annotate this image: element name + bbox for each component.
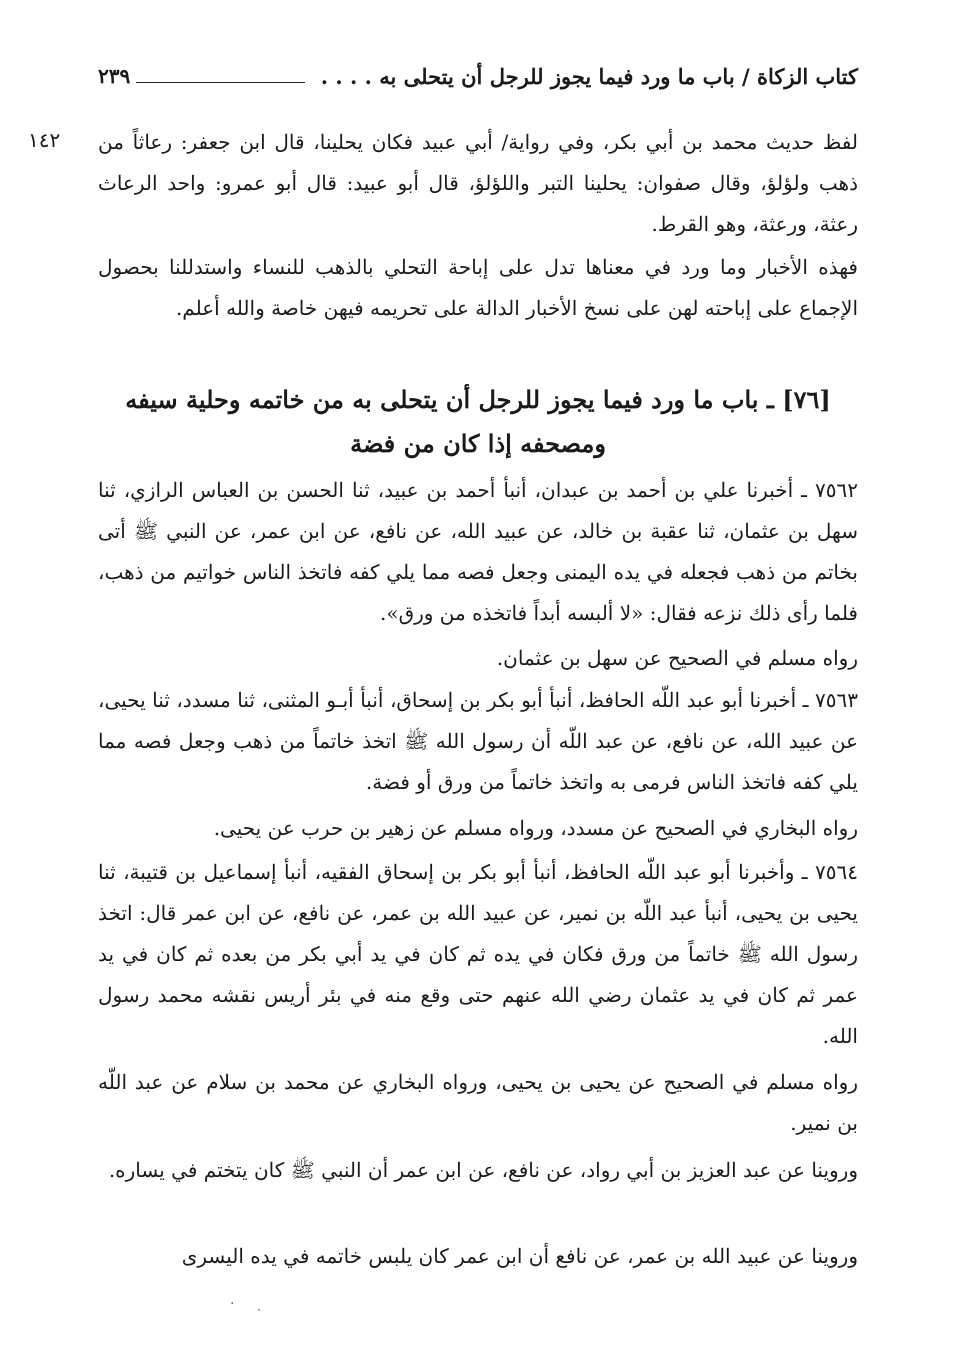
paragraph-hadith-wording: لفظ حديث محمد بن أبي بكر، وفي رواية/ أبي عبيد فكان يحلينا، قال ابن جعفر: رعاثاً من ذهب ولؤلؤ، وقال صفوان: يحلينا التبر واللؤلؤ، قال أبو عبيد: قال أبو عمرو: واحد الرعاث رعثة، ورعثة، وهو القرط. [98,130,858,236]
page-number: ٢٣٩ [98,64,131,88]
original-page-marker: ١٤٢ [28,128,61,152]
paragraph-ruling: فهذه الأخبار وما ورد في معناها تدل على إباحة التحلي بالذهب للنساء واستدللنا بحصول الإجماع على إباحته لهن على نسخ الأخبار الدالة على تحريمه فيهن خاصة والله أعلم. [98,255,858,320]
hadith-7563: ٧٥٦٣ ـ أخبرنا أبو عبد اللّه الحافظ، أنبأ أبو بكر بن إسحاق، أنبأ أبـو المثنى، ثنا مسدد، ثنا يحيى، عن عبيد الله، عن نافع، عن عبد اللّه أن رسول الله ﷺ اتخذ خاتماً من ذهب وجعل فصه مما يلي كفه فاتخذ الناس فرمى به واتخذ خاتماً من ورق أو فضة. [98,688,858,794]
hadith-7562: ٧٥٦٢ ـ أخبرنا علي بن أحمد بن عبدان، أنبأ أحمد بن عبيد، ثنا الحسن بن العباس الرازي، ثنا سهل بن عثمان، ثنا عقبة بن خالد، عن عبيد الله، عن نافع، عن ابن عمر، عن النبي ﷺ أتى بخاتم من ذهب فجعله في يده اليمنى وجعل فصه مما يلي كفه فاتخذ الناس خواتيم من ذهب، فلما رأى ذلك نزعه فقال: «لا ألبسه أبداً فاتخذه من ورق». [98,478,858,625]
report-abdulaziz: وروينا عن عبد العزيز بن أبي رواد، عن نافع، عن ابن عمر أن النبي ﷺ كان يتختم في يساره. [108,1158,858,1182]
narration-note-7564: رواه مسلم في الصحيح عن يحيى بن يحيى، ورواه البخاري عن محمد بن سلام عن عبد اللّه بن نمير. [98,1070,858,1135]
scan-specks: · ˎ [230,1296,262,1312]
hadith-7564: ٧٥٦٤ ـ وأخبرنا أبو عبد اللّه الحافظ، أنبأ أبو بكر بن إسحاق الفقيه، أنبأ إسماعيل بن قتيبة، ثنا يحيى بن يحيى، أنبأ عبد اللّه بن نمير، عن عبيد الله بن عمر، عن نافع، عن ابن عمر قال: اتخذ رسول الله ﷺ خاتماً من ورق فكان في يده ثم كان في يد أبي بكر من بعده ثم كان في يد عمر ثم كان في يد عثمان رضي الله عنهم حتى وقع منه في بئر أريس نقشه محمد رسول الله. [98,860,858,1048]
header-rule [136,82,304,83]
narration-note-7562: رواه مسلم في الصحيح عن سهل بن عثمان. [496,646,858,670]
chapter-heading: [٧٦] ـ باب ما ورد فيما يجوز للرجل أن يتحلى به من خاتمه وحلية سيفه ومصحفه إذا كان من فضة [125,385,831,458]
report-ubaydullah: وروينا عن عبيد الله بن عمر، عن نافع أن ابن عمر كان يلبس خاتمه في يده اليسرى [181,1244,858,1268]
running-header [98,56,858,96]
narration-note-7563: رواه البخاري في الصحيح عن مسدد، ورواه مسلم عن زهير بن حرب عن يحيى. [213,816,858,840]
header-title: كتاب الزكاة / باب ما ورد فيما يجوز للرجل أن يتحلى به . . . . [320,63,858,89]
